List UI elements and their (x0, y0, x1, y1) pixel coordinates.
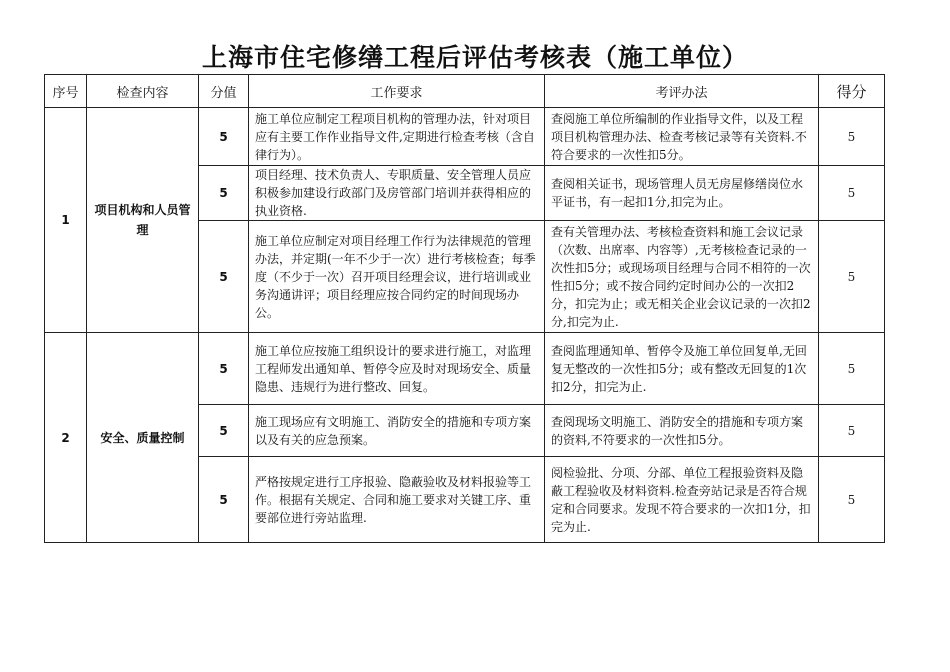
header-method: 考评办法 (545, 75, 819, 108)
score-cell: 5 (819, 333, 885, 405)
method-cell: 查阅施工单位所编制的作业指导文件，以及工程项目机构管理办法、检查考核记录等有关资料.不符合要求的一次性扣5分。 (545, 108, 819, 166)
requirement-cell: 项目经理、技术负责人、专职质量、安全管理人员应积极参加建设行政部门及房管部门培训并获得相应的执业资格. (249, 166, 545, 221)
requirement-cell: 施工单位应按施工组织设计的要求进行施工，对监理工程师发出通知单、暂停令应及时对现场安全、质量隐患、违规行为进行整改、回复。 (249, 333, 545, 405)
points-cell: 5 (199, 405, 249, 457)
score-cell: 5 (819, 166, 885, 221)
assessment-table (44, 74, 885, 543)
header-content: 检查内容 (87, 75, 199, 108)
method-cell: 查有关管理办法、考核检查资料和施工会议记录（次数、出席率、内容等）,无考核检查记录的一次性扣5分；或现场项目经理与合同不相符的一次性扣5分；或不按合同约定时间办公的一次扣2分，扣完为止；或无相关企业会议记录的一次扣2分,扣完为止. (545, 221, 819, 333)
header-no: 序号 (45, 75, 87, 108)
method-cell: 查阅相关证书，现场管理人员无房屋修缮岗位水平证书，有一起扣1分,扣完为止。 (545, 166, 819, 221)
row-number: 1 (45, 108, 87, 333)
header-score: 得分 (819, 75, 885, 108)
score-cell: 5 (819, 221, 885, 333)
points-cell: 5 (199, 166, 249, 221)
points-cell: 5 (199, 108, 249, 166)
header-requirement: 工作要求 (249, 75, 545, 108)
score-cell: 5 (819, 405, 885, 457)
requirement-cell: 施工单位应制定对项目经理工作行为法律规范的管理办法，并定期(一年不少于一次）进行考核检查；每季度（不少于一次）召开项目经理会议，进行培训或业务沟通讲评；项目经理应按合同约定的时间现场办公。 (249, 221, 545, 333)
row-number: 2 (45, 333, 87, 543)
table-row (45, 333, 885, 405)
table-header-row (45, 75, 885, 108)
document-title: 上海市住宅修缮工程后评估考核表（施工单位） (201, 43, 748, 72)
check-item: 项目机构和人员管理 (87, 108, 199, 333)
score-cell: 5 (819, 457, 885, 543)
method-cell: 查阅现场文明施工、消防安全的措施和专项方案的资料,不符要求的一次性扣5分。 (545, 405, 819, 457)
requirement-cell: 施工现场应有文明施工、消防安全的措施和专项方案以及有关的应急预案。 (249, 405, 545, 457)
requirement-cell: 严格按规定进行工序报验、隐蔽验收及材料报验等工作。根据有关规定、合同和施工要求对关键工序、重要部位进行旁站监理. (249, 457, 545, 543)
check-item: 安全、质量控制 (87, 333, 199, 543)
method-cell: 查阅监理通知单、暂停令及施工单位回复单,无回复无整改的一次性扣5分；或有整改无回复的1次扣2分，扣完为止. (545, 333, 819, 405)
requirement-cell: 施工单位应制定工程项目机构的管理办法，针对项目应有主要工作作业指导文件,定期进行检查考核（含自律行为）。 (249, 108, 545, 166)
method-cell: 阅检验批、分项、分部、单位工程报验资料及隐蔽工程验收及材料资料.检查旁站记录是否符合规定和合同要求。发现不符合要求的一次扣1分，扣完为止. (545, 457, 819, 543)
points-cell: 5 (199, 221, 249, 333)
points-cell: 5 (199, 457, 249, 543)
header-points: 分值 (199, 75, 249, 108)
table-row (45, 108, 885, 166)
score-cell: 5 (819, 108, 885, 166)
points-cell: 5 (199, 333, 249, 405)
